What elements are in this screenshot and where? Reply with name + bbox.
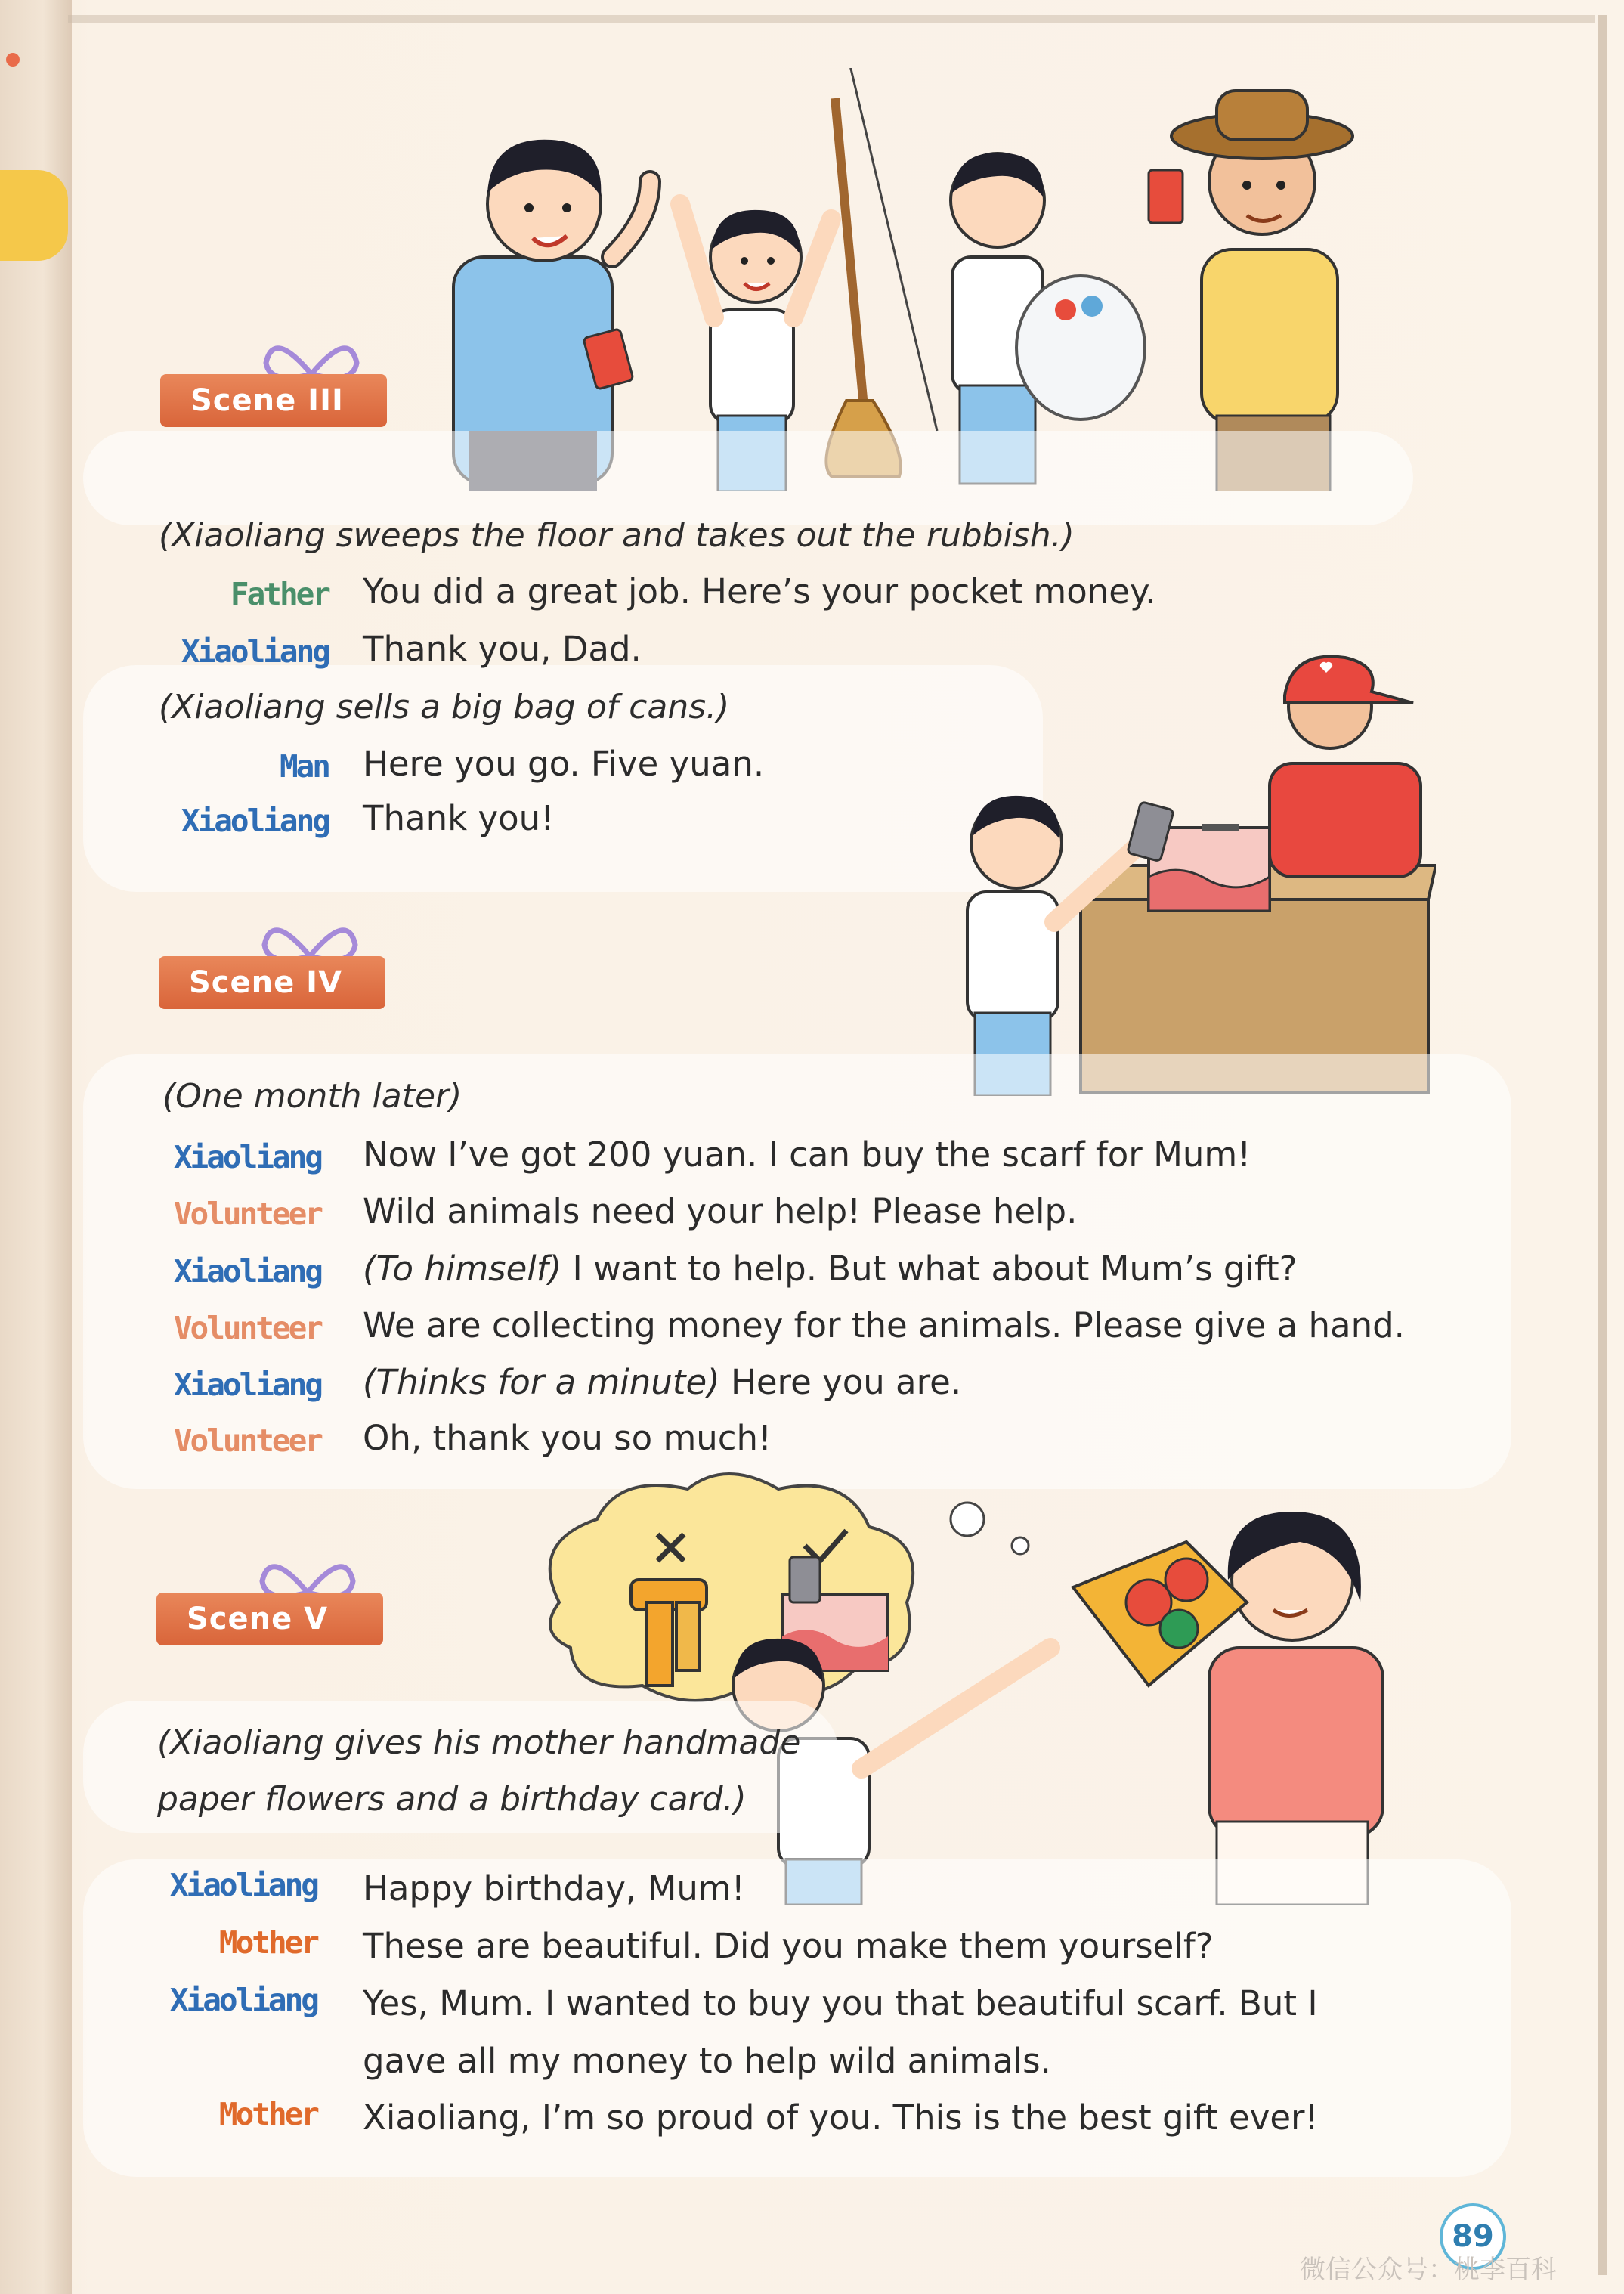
page-number: 89: [1440, 2203, 1506, 2270]
speaker-xiaoliang: Xiaoliang: [169, 1867, 317, 1903]
speaker-mother: Mother: [218, 1924, 317, 1961]
scene-3-direction-1: (Xiaoliang sweeps the floor and takes out the rubbish.): [159, 516, 1075, 555]
scene-5-direction-line-1: (Xiaoliang gives his mother handmade: [157, 1723, 801, 1762]
scene-4-tag: [159, 915, 385, 1009]
scene-4-direction: (One month later): [162, 1077, 462, 1116]
scene-3-band-1: [83, 431, 1413, 525]
scene-5-tag: [156, 1551, 383, 1645]
line-xiaoliang-continued: gave all my money to help wild animals.: [363, 2041, 1051, 2081]
speaker-mother: Mother: [218, 2096, 317, 2132]
speaker-xiaoliang: Xiaoliang: [181, 633, 329, 670]
line-xiaoliang: Yes, Mum. I wanted to buy you that beautiful scarf. But I: [363, 1983, 1318, 2023]
scene-3-illustration: [423, 68, 1413, 491]
scene-3-direction-2: (Xiaoliang sells a big bag of cans.): [159, 688, 730, 726]
speaker-volunteer: Volunteer: [173, 1196, 321, 1232]
scene-3-tag: [160, 333, 387, 427]
watermark: 微信公众号：桃李百科: [1300, 2255, 1557, 2285]
line-volunteer: Wild animals need your help! Please help.: [363, 1191, 1078, 1231]
speaker-volunteer: Volunteer: [173, 1310, 321, 1346]
line-mother: Xiaoliang, I’m so proud of you. This is the best gift ever!: [363, 2097, 1319, 2138]
book-spine: [0, 0, 72, 2294]
page-top-edge: [68, 15, 1595, 23]
speaker-man: Man: [279, 748, 329, 785]
line-volunteer: We are collecting money for the animals. Please give a hand.: [363, 1305, 1405, 1345]
scene-5-label: Scene V: [156, 1593, 383, 1645]
line-mother: These are beautiful. Did you make them yourself?: [363, 1926, 1214, 1966]
line-text: Here you are.: [719, 1362, 962, 1402]
stage-aside: (Thinks for a minute): [363, 1362, 720, 1402]
line-man: Here you go. Five yuan.: [363, 744, 765, 784]
line-xiaoliang: Thank you, Dad.: [363, 629, 642, 669]
scene-4-illustration: [952, 650, 1436, 1096]
line-xiaoliang: Now I’ve got 200 yuan. I can buy the scarf for Mum!: [363, 1135, 1251, 1175]
speaker-xiaoliang: Xiaoliang: [181, 803, 329, 839]
scene-5-illustration: [529, 1466, 1436, 1905]
speaker-father: Father: [230, 576, 329, 612]
line-xiaoliang: Thank you!: [363, 798, 555, 838]
previous-page-tab: [0, 170, 68, 261]
scene-3-label: Scene III: [160, 374, 387, 427]
speaker-xiaoliang: Xiaoliang: [173, 1139, 321, 1175]
line-xiaoliang: [363, 1362, 961, 1402]
previous-page-dot: [6, 53, 20, 67]
line-volunteer: Oh, thank you so much!: [363, 1418, 772, 1458]
page-right-edge: [1598, 15, 1607, 2275]
speaker-volunteer: Volunteer: [173, 1423, 321, 1459]
speaker-xiaoliang: Xiaoliang: [173, 1367, 321, 1403]
scene-4-label: Scene IV: [159, 956, 385, 1009]
speaker-xiaoliang: Xiaoliang: [169, 1982, 317, 2018]
line-text: I want to help. But what about Mum’s gift?: [561, 1249, 1298, 1289]
line-father: You did a great job. Here’s your pocket money.: [363, 571, 1156, 611]
stage-aside: (To himself): [363, 1249, 562, 1289]
line-xiaoliang: Happy birthday, Mum!: [363, 1868, 745, 1909]
speaker-xiaoliang: Xiaoliang: [173, 1253, 321, 1289]
line-xiaoliang: [363, 1249, 1298, 1289]
scene-5-direction-line-2: paper flowers and a birthday card.): [157, 1780, 747, 1819]
